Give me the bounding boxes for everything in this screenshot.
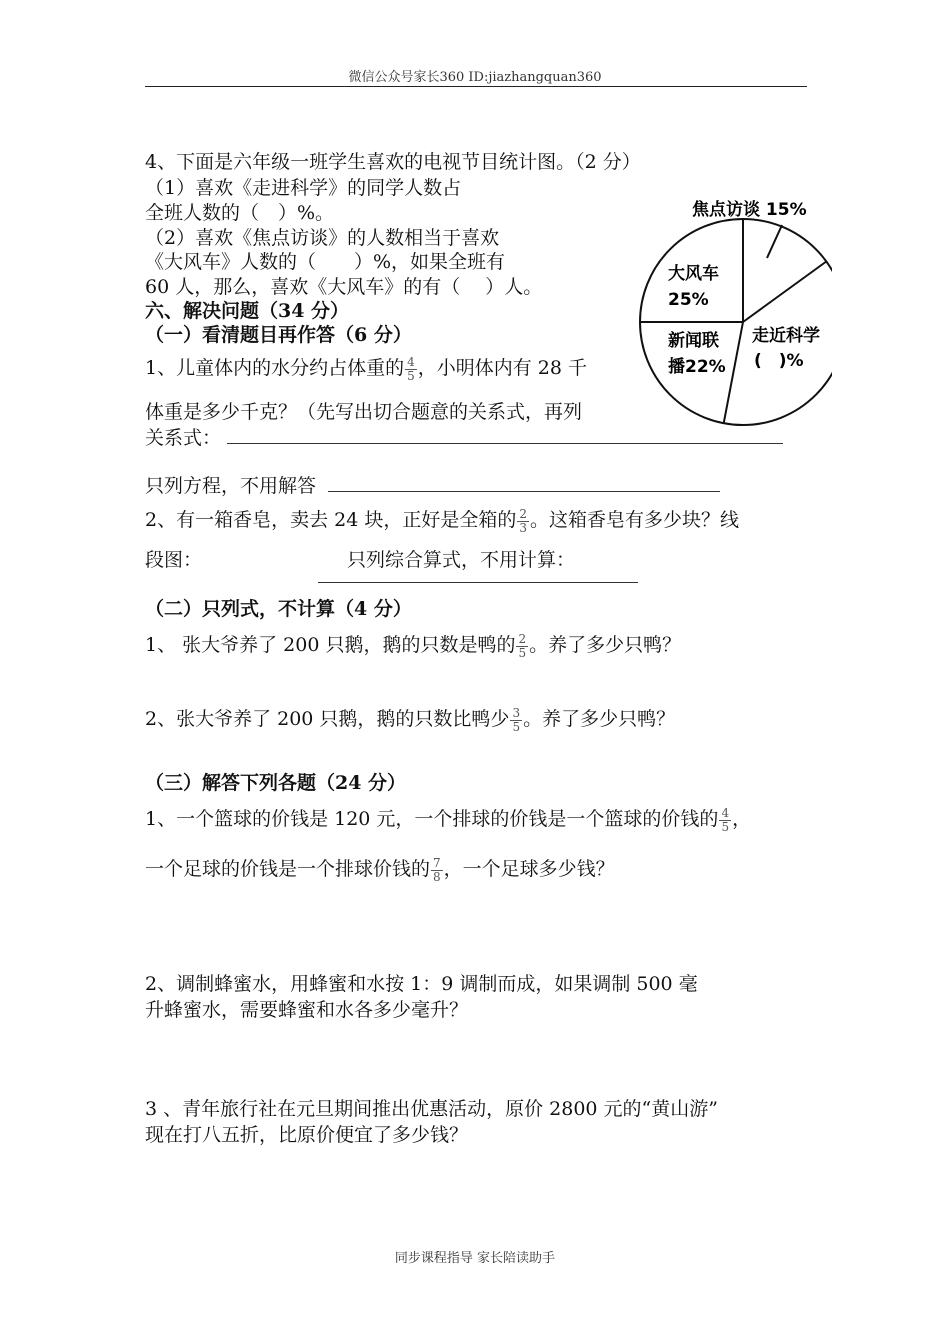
s3q1-frac2-num: 7 bbox=[433, 855, 441, 870]
q1-fraction bbox=[405, 356, 417, 383]
q1-equation bbox=[145, 472, 720, 499]
s2q2-fraction bbox=[510, 707, 522, 734]
q4-part2-line1: （2）喜欢《焦点访谈》的人数相当于喜欢 bbox=[145, 227, 500, 249]
s3q1-fraction2 bbox=[431, 857, 443, 884]
slice-label-news-line1: 新闻联 bbox=[668, 331, 719, 351]
q2-expression-blank[interactable] bbox=[318, 582, 638, 583]
slice-label-science-line1: 走近科学 bbox=[752, 326, 820, 346]
s3q1-frac-den: 5 bbox=[721, 819, 730, 834]
slice-label-news-line2: 播22% bbox=[668, 357, 726, 377]
header-divider bbox=[145, 86, 807, 87]
s3q1-text-b: ， bbox=[732, 808, 752, 830]
q4-part2-line2: 《大风车》人数的（ ）%，如果全班有 bbox=[145, 251, 506, 273]
q2-frac-den: 3 bbox=[519, 520, 527, 535]
s3-q1-line1 bbox=[145, 806, 751, 834]
subsection1-title: （一）看清题目再作答（6 分） bbox=[145, 324, 412, 346]
page-footer: 同步课程指导 家长陪读助手 bbox=[394, 1251, 556, 1266]
subsection3-title: （三）解答下列各题（24 分） bbox=[145, 772, 407, 794]
q4-title: 4、下面是六年级一班学生喜欢的电视节目统计图。（2 分） bbox=[145, 151, 641, 173]
focus-interview-pointer bbox=[767, 225, 782, 258]
s3q1-text-d: ，一个足球多少钱？ bbox=[443, 858, 615, 880]
s3q1-fraction bbox=[719, 807, 731, 834]
page-header: 微信公众号家长360 ID:jiazhangquan360 bbox=[348, 70, 602, 85]
s2q1-text-a: 1、 张大爷养了 200 只鹅，鹅的只数是鸭的 bbox=[145, 634, 516, 656]
q2-text-a: 2、有一箱香皂，卖去 24 块，正好是全箱的 bbox=[145, 509, 517, 531]
q1-text-b: ，小明体内有 28 千 bbox=[417, 357, 587, 379]
slice-label-pinwheel-line2: 25% bbox=[668, 290, 709, 310]
q2-line1 bbox=[145, 507, 739, 535]
q1-line2: 体重是多少千克？（先写出切合题意的关系式，再列 bbox=[145, 401, 583, 423]
section6-title: 六、解决问题（34 分） bbox=[145, 300, 350, 322]
q1-equation-label: 只列方程，不用解答 bbox=[145, 475, 317, 497]
s3q1-frac-num: 4 bbox=[721, 805, 730, 820]
q2-expression-label: 只列综合算式，不用计算： bbox=[347, 549, 576, 571]
q1-text-a: 1、儿童体内的水分约占体重的 bbox=[145, 357, 405, 379]
q1-equation-blank[interactable] bbox=[328, 472, 720, 492]
q2-segment-label: 段图： bbox=[145, 549, 203, 571]
q4-part2-line3: 60 人，那么，喜欢《大风车》的有（ ）人。 bbox=[145, 276, 543, 298]
pie-slice-boundary-新闻联播 bbox=[724, 322, 743, 423]
s2q2-text-b: 。养了多少只鸭？ bbox=[523, 708, 676, 730]
s2q1-frac-num: 2 bbox=[518, 631, 527, 646]
slice-label-science-line2: ( )% bbox=[754, 351, 804, 371]
q1-line1 bbox=[145, 355, 587, 383]
s3-q2-line2: 升蜂蜜水，需要蜂蜜和水各多少毫升？ bbox=[145, 999, 469, 1021]
q2-fraction bbox=[517, 508, 529, 535]
q4-part1-line1: （1）喜欢《走进科学》的同学人数占 bbox=[145, 177, 462, 199]
q1-relation-label: 关系式： bbox=[145, 427, 222, 449]
s3q1-text-c: 一个足球的价钱是一个排球价钱的 bbox=[145, 858, 431, 880]
slice-label-focus-interview: 焦点访谈 15% bbox=[692, 200, 807, 220]
slice-label-pinwheel-line1: 大风车 bbox=[668, 264, 719, 284]
s2-q1 bbox=[145, 632, 681, 660]
s2q1-text-b: 。养了多少只鸭？ bbox=[529, 634, 682, 656]
q2-text-b: 。这箱香皂有多少块？线 bbox=[530, 509, 740, 531]
s3-q3-line2: 现在打八五折，比原价便宜了多少钱？ bbox=[145, 1124, 469, 1146]
s3q1-text-a: 1、一个篮球的价钱是 120 元，一个排球的价钱是一个篮球的价钱的 bbox=[145, 808, 719, 830]
s3q1-frac2-den: 8 bbox=[433, 869, 441, 884]
tv-program-pie-chart bbox=[632, 190, 832, 430]
subsection2-title: （二）只列式，不计算（4 分） bbox=[145, 598, 412, 620]
s2q1-fraction bbox=[516, 633, 528, 660]
s2-q2 bbox=[145, 706, 675, 734]
q2-frac-num: 2 bbox=[519, 506, 527, 521]
q4-part1-line2: 全班人数的（ ）%。 bbox=[145, 202, 335, 224]
q1-frac-num: 4 bbox=[407, 354, 415, 369]
q1-frac-den: 5 bbox=[407, 368, 415, 383]
s2q2-frac-num: 3 bbox=[512, 705, 521, 720]
s3-q1-line2 bbox=[145, 856, 615, 884]
pie-slice-boundary-走近科学 bbox=[743, 262, 826, 323]
s2q1-frac-den: 5 bbox=[518, 645, 527, 660]
s2q2-frac-den: 5 bbox=[512, 719, 521, 734]
s3-q3-line1: 3 、青年旅行社在元旦期间推出优惠活动，原价 2800 元的“黄山游” bbox=[145, 1098, 718, 1120]
s2q2-text-a: 2、张大爷养了 200 只鹅，鹅的只数比鸭少 bbox=[145, 708, 510, 730]
s3-q2-line1: 2、调制蜂蜜水，用蜂蜜和水按 1：9 调制而成，如果调制 500 毫 bbox=[145, 973, 698, 995]
